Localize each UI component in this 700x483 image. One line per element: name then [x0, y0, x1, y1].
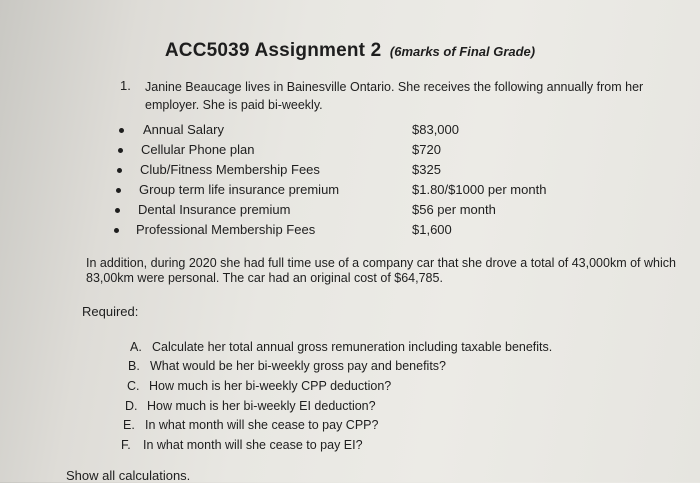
requirement-item	[130, 340, 552, 354]
item-label: Dental Insurance premium	[138, 202, 291, 217]
bullet-icon	[118, 148, 123, 153]
requirement-item	[123, 418, 378, 432]
item-label: Club/Fitness Membership Fees	[140, 162, 320, 177]
bullet-icon	[117, 168, 122, 173]
requirement-text: In what month will she cease to pay EI?	[143, 438, 363, 452]
bullet-icon	[116, 188, 121, 193]
item-value: $1.80/$1000 per month	[412, 182, 547, 197]
list-item	[141, 142, 254, 157]
list-item	[140, 162, 320, 177]
show-calculations-note: Show all calculations.	[66, 468, 191, 483]
requirement-item	[125, 399, 376, 413]
requirement-text: How much is her bi-weekly CPP deduction?	[149, 379, 392, 393]
item-value: $720	[412, 142, 441, 157]
requirement-letter: C.	[127, 379, 140, 393]
list-item	[138, 202, 290, 217]
bullet-icon	[114, 228, 119, 233]
item-value: $83,000	[412, 122, 459, 137]
grade-note: (6marks of Final Grade)	[389, 44, 536, 59]
company-car-paragraph: In addition, during 2020 she had full time use of a company car that she drove a total of 43,000km of which 83,00km were personal. The car had an original cost of $64,785.	[86, 256, 676, 285]
list-item	[139, 182, 339, 197]
item-value: $325	[412, 162, 441, 177]
page-title	[0, 40, 700, 62]
requirement-letter: D.	[125, 399, 138, 413]
requirement-text: Calculate her total annual gross remuneration including taxable benefits.	[152, 340, 553, 354]
item-label: Professional Membership Fees	[136, 222, 316, 237]
item-label: Cellular Phone plan	[141, 142, 255, 157]
bullet-icon	[115, 208, 120, 213]
requirement-letter: F.	[121, 438, 131, 452]
bullet-icon	[119, 128, 124, 133]
requirement-text: What would be her bi-weekly gross pay and benefits?	[150, 359, 446, 373]
requirement-item	[127, 379, 391, 393]
requirement-item	[121, 438, 363, 452]
item-value: $56 per month	[412, 202, 496, 217]
list-item	[136, 222, 315, 237]
requirement-item	[128, 359, 446, 373]
required-heading: Required:	[82, 304, 139, 319]
question-text: Janine Beaucage lives in Bainesville Ontario. She receives the following annually from her employer. She is paid bi-weekly.	[145, 80, 644, 112]
requirement-letter: E.	[123, 418, 135, 432]
requirement-letter: A.	[130, 340, 142, 354]
question-number: 1.	[120, 78, 131, 93]
list-item	[143, 122, 224, 137]
requirement-text: How much is her bi-weekly EI deduction?	[147, 399, 376, 413]
item-label: Group term life insurance premium	[139, 182, 340, 197]
requirement-text: In what month will she cease to pay CPP?	[145, 418, 379, 432]
requirement-letter: B.	[128, 359, 140, 373]
assignment-title: ACC5039 Assignment 2	[164, 40, 382, 61]
item-label: Annual Salary	[143, 122, 224, 137]
item-value: $1,600	[412, 222, 452, 237]
